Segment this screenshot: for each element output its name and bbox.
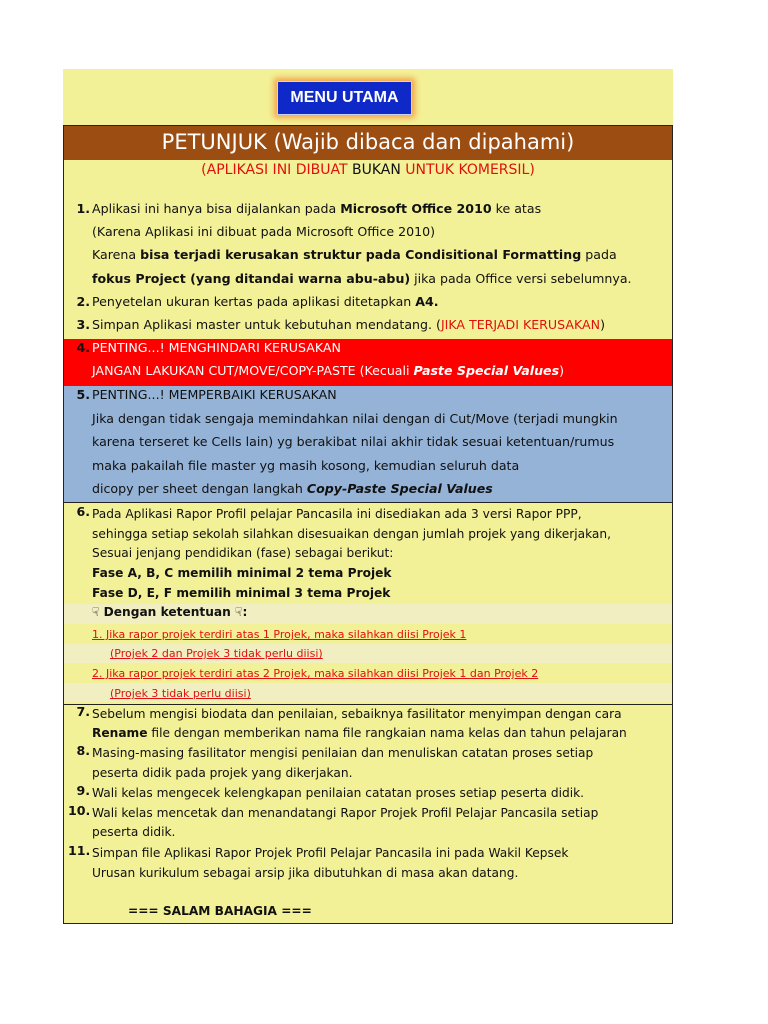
- warning-band: [64, 339, 672, 386]
- item-6-line-3: Sesuai jenjang pendidikan (fase) sebagai berikut:: [92, 546, 394, 560]
- section-divider: [64, 704, 672, 705]
- item-5-line-3: karena terseret ke Cells lain) yg berakibat nilai akhir tidak sesuai ketentuan/rumus: [92, 434, 615, 449]
- item-6-ketentuan: ☟ Dengan ketentuan ☟:: [92, 605, 248, 619]
- item-8-line-2: peserta didik pada projek yang dikerjakan.: [92, 766, 353, 780]
- item-number: 8.: [76, 743, 90, 758]
- item-number: 9.: [76, 783, 90, 798]
- item-1-line-1: Aplikasi ini hanya bisa dijalankan pada Microsoft Office 2010 ke atas: [92, 201, 542, 216]
- item-5-line-4: maka pakailah file master yg masih kosong, kemudian seluruh data: [92, 458, 520, 473]
- item-11-line-1: Simpan file Aplikasi Rapor Projek Profil Pelajar Pancasila ini pada Wakil Kepsek: [92, 846, 569, 860]
- subtitle-part-2: BUKAN: [352, 162, 401, 178]
- item-7-line-1: Sebelum mengisi biodata dan penilaian, sebaiknya fasilitator menyimpan dengan cara: [92, 707, 622, 721]
- item-7-line-2: Rename file dengan memberikan nama file rangkaian nama kelas dan tahun pelajaran: [92, 726, 627, 740]
- item-1-line-3: Karena bisa terjadi kerusakan struktur pada Condisitional Formatting pada: [92, 247, 617, 262]
- item-4-line-1: PENTING...! MENGHINDARI KERUSAKAN: [92, 340, 341, 355]
- item-number: 11.: [68, 843, 91, 858]
- item-5-line-5: dicopy per sheet dengan langkah Copy-Paste Special Values: [92, 481, 493, 496]
- subtitle-part-1: (APLIKASI INI DIBUAT: [201, 162, 348, 178]
- item-1-line-4: fokus Project (yang ditandai warna abu-abu) jika pada Office versi sebelumnya.: [92, 271, 632, 286]
- page-title: PETUNJUK (Wajib dibaca dan dipahami): [64, 126, 672, 160]
- item-number: 10.: [68, 803, 91, 818]
- item-4-line-2: JANGAN LAKUKAN CUT/MOVE/COPY-PASTE (Kecuali Paste Special Values): [92, 363, 564, 378]
- item-11-line-2: Urusan kurikulum sebagai arsip jika dibutuhkan di masa akan datang.: [92, 866, 519, 880]
- rule-2: 2. Jika rapor projek terdiri atas 2 Projek, maka silahkan diisi Projek 1 dan Projek 2: [92, 667, 539, 680]
- item-10-line-1: Wali kelas mencetak dan menandatangi Rapor Projek Profil Pelajar Pancasila setiap: [92, 806, 599, 820]
- item-6-line-1: Pada Aplikasi Rapor Profil pelajar Pancasila ini disediakan ada 3 versi Rapor PPP,: [92, 507, 582, 521]
- item-10-line-2: peserta didik.: [92, 825, 176, 839]
- instructions-box: [63, 125, 673, 924]
- menu-area: [63, 69, 673, 125]
- subtitle: [64, 162, 672, 178]
- item-number: 4.: [76, 340, 90, 355]
- rule-1-note: (Projek 2 dan Projek 3 tidak perlu diisi): [110, 647, 323, 660]
- item-6-fase-abc: Fase A, B, C memilih minimal 2 tema Projek: [92, 566, 392, 580]
- item-number: 1.: [76, 201, 90, 216]
- rule-2-note: (Projek 3 tidak perlu diisi): [110, 687, 251, 700]
- item-number: 2.: [76, 294, 90, 309]
- menu-utama-button[interactable]: MENU UTAMA: [277, 81, 412, 115]
- item-number: 3.: [76, 317, 90, 332]
- item-8-line-1: Masing-masing fasilitator mengisi penilaian dan menuliskan catatan proses setiap: [92, 746, 594, 760]
- section-divider: [64, 502, 672, 503]
- subtitle-part-3: UNTUK KOMERSIL): [405, 162, 535, 178]
- item-1-line-2: (Karena Aplikasi ini dibuat pada Microsoft Office 2010): [92, 224, 436, 239]
- item-9-line: Wali kelas mengecek kelengkapan penilaian catatan proses setiap peserta didik.: [92, 786, 585, 800]
- item-number: 6.: [76, 504, 90, 519]
- item-6-fase-def: Fase D, E, F memilih minimal 3 tema Projek: [92, 586, 391, 600]
- item-2-line: Penyetelan ukuran kertas pada aplikasi ditetapkan A4.: [92, 294, 439, 309]
- item-5-line-2: Jika dengan tidak sengaja memindahkan nilai dengan di Cut/Move (terjadi mungkin: [92, 411, 618, 426]
- item-5-line-1: PENTING...! MEMPERBAIKI KERUSAKAN: [92, 387, 337, 402]
- item-number: 7.: [76, 704, 90, 719]
- closing-greeting: === SALAM BAHAGIA ===: [128, 904, 312, 918]
- repair-band: [64, 386, 672, 502]
- item-6-line-2: sehingga setiap sekolah silahkan disesuaikan dengan jumlah projek yang dikerjakan,: [92, 527, 611, 541]
- rule-1: 1. Jika rapor projek terdiri atas 1 Projek, maka silahkan diisi Projek 1: [92, 628, 467, 641]
- instruction-sheet: [63, 69, 673, 924]
- item-number: 5.: [76, 387, 90, 402]
- item-3-line: Simpan Aplikasi master untuk kebutuhan mendatang. (JIKA TERJADI KERUSAKAN): [92, 317, 605, 332]
